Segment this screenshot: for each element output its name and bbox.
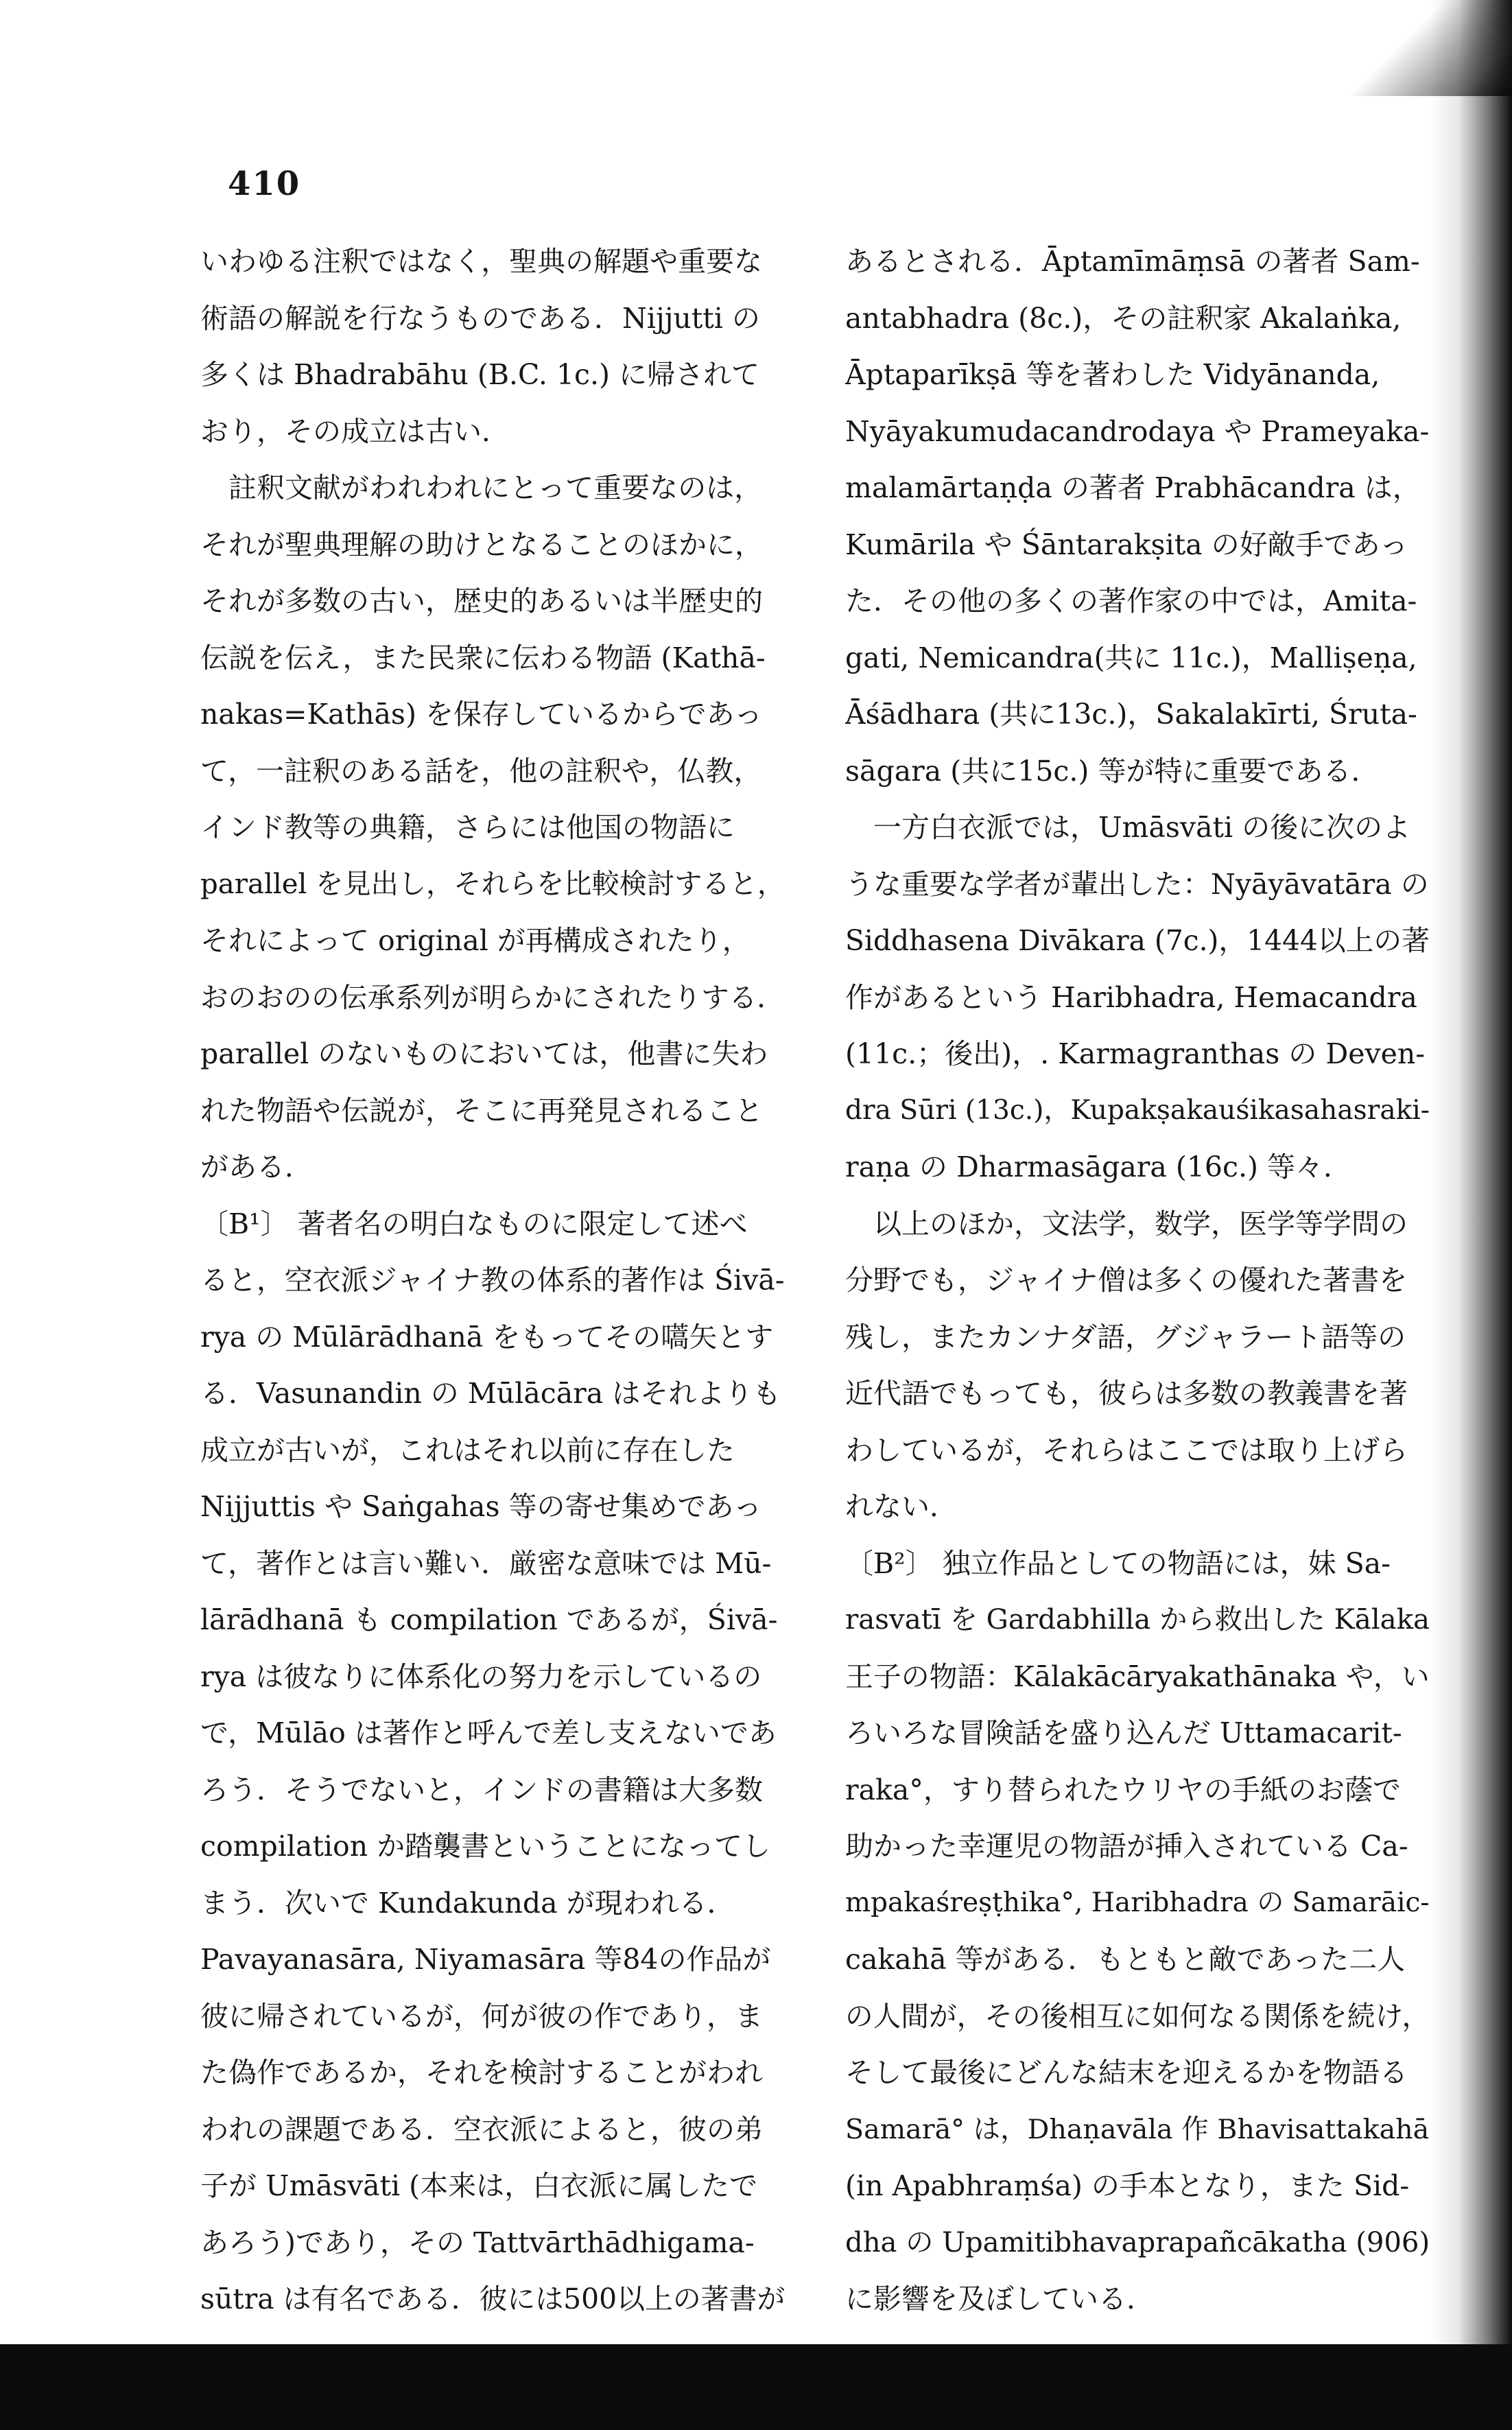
text-line: れない． — [845, 1490, 958, 1523]
text-line: 術語の解説を行なうものである．Nijjutti の — [200, 301, 760, 335]
text-line: 残し，またカンナダ語，グジャラート語等の — [845, 1320, 1406, 1354]
text-line: 助かった幸運児の物語が挿入されている Ca- — [845, 1830, 1408, 1863]
text-line: sāgara (共に15c.) 等が特に重要である． — [845, 754, 1380, 788]
text-line: ると，空衣派ジャイナ教の体系的著作は Śivā- — [200, 1264, 785, 1297]
text-line: gati, Nemicandra(共に 11c.)，Malliṣeṇa, — [845, 641, 1417, 674]
text-line: あるとされる．Āptamīmāṃsā の著者 Sam- — [845, 245, 1420, 278]
text-line: 彼に帰されているが，何が彼の作であり，ま — [200, 1999, 763, 2033]
text-line: の人間が，その後相互に如何なる関係を続け， — [845, 1999, 1430, 2033]
text-line: lārādhanā も compilation であるが，Śivā- — [200, 1603, 778, 1636]
text-line: Pavayanasāra, Niyamasāra 等84の作品が — [200, 1943, 771, 1976]
left-text-column — [200, 233, 785, 2328]
text-line: 一方白衣派では，Umāsvāti の後に次のよ — [845, 811, 1411, 844]
text-line: 多くは Bhadrabāhu (B.C. 1c.) に帰されて — [200, 358, 760, 391]
scanner-corner-shadow — [1334, 0, 1512, 96]
text-line: 伝説を伝え，また民衆に伝わる物語 (Kathā- — [200, 641, 766, 674]
text-line: で，Mūlāo は著作と呼んで差し支えないであ — [200, 1717, 777, 1749]
text-line: rya の Mūlārādhanā をもってその嚆矢とす — [200, 1320, 774, 1354]
text-line: ろう．そうでないと，インドの書籍は大多数 — [200, 1773, 763, 1806]
text-line: sūtra は有名である．彼には500以上の著書が — [200, 2282, 785, 2315]
text-line: nakas=Kathās) を保存しているからであっ — [200, 698, 763, 731]
text-line: malamārtaṇḍa の著者 Prabhācandra は， — [845, 471, 1421, 504]
text-line: rya は彼なりに体系化の努力を示しているの — [200, 1660, 762, 1693]
text-line: Āptaparīkṣā 等を著わした Vidyānanda, — [845, 358, 1380, 391]
text-line: Samarā° は，Dhaṇavāla 作 Bhavisattakahā — [845, 2113, 1430, 2145]
text-line: 王子の物語：Kālakācāryakathānaka や，い — [845, 1660, 1430, 1693]
text-line: われの課題である．空衣派によると，彼の弟 — [200, 2112, 763, 2146]
text-line: parallel を見出し，それらを比較検討すると， — [200, 868, 785, 900]
text-line: まう．次いで Kundakunda が現われる． — [200, 1886, 735, 1920]
text-line: rasvatī を Gardabhilla から救出した Kālaka — [845, 1603, 1430, 1636]
text-line: おのおのの伝承系列が明らかにされたりする． — [200, 980, 785, 1014]
text-line: 註釈文献がわれわれにとって重要なのは， — [200, 471, 763, 504]
text-line: それが多数の古い，歴史的あるいは半歴史的 — [200, 585, 763, 617]
text-line: antabhadra (8c.)，その註釈家 Akalaṅka, — [845, 301, 1402, 335]
page-number: 410 — [228, 165, 301, 203]
text-line: Nijjuttis や Saṅgahas 等の寄せ集めであっ — [200, 1490, 762, 1523]
text-line: cakahā 等がある．もともと敵であった二人 — [845, 1943, 1406, 1976]
text-line: 〔B¹〕 著者名の明白なものに限定して述べ — [200, 1207, 748, 1240]
text-line: 以上のほか，文法学，数学，医学等学問の — [845, 1207, 1408, 1240]
text-line: 作があるという Haribhadra, Hemacandra — [845, 980, 1417, 1014]
text-line: dra Sūri (13c.)，Kupakṣakauśikasahasraki- — [845, 1094, 1430, 1126]
text-line: dha の Upamitibhavaprapañcākatha (906) — [845, 2226, 1430, 2258]
text-line: Nyāyakumudacandrodaya や Prameyaka- — [845, 414, 1430, 448]
text-line: compilation か踏襲書ということになってし — [200, 1830, 771, 1863]
text-line: うな重要な学者が輩出した：Nyāyāvatāra の — [845, 867, 1429, 901]
text-line: それが聖典理解の助けとなることのほかに， — [200, 528, 763, 561]
text-line: raṇa の Dharmasāgara (16c.) 等々． — [845, 1151, 1352, 1183]
text-line: おり，その成立は古い． — [200, 414, 510, 448]
text-line: ろいろな冒険話を盛り込んだ Uttamacarit- — [845, 1717, 1402, 1749]
text-line: mpakaśreṣṭhika°, Haribhadra の Samarāic- — [845, 1887, 1430, 1918]
right-text-column — [845, 233, 1430, 2328]
text-line: がある． — [200, 1151, 313, 1183]
text-line: 成立が古いが，これはそれ以前に存在した — [200, 1433, 735, 1467]
text-line: れた物語や伝説が，そこに再発見されること — [200, 1094, 763, 1127]
text-line: Siddhasena Divākara (7c.)，1444以上の著 — [845, 924, 1430, 957]
text-line: parallel のないものにおいては，他書に失わ — [200, 1037, 768, 1070]
text-line: 子が Umāsvāti (本来は，白衣派に属したで — [200, 2169, 758, 2202]
text-line: いわゆる注釈ではなく，聖典の解題や重要な — [200, 245, 763, 278]
text-line: インド教等の典籍，さらには他国の物語に — [200, 811, 735, 844]
text-line: Kumārila や Śāntarakṣita の好敵手であっ — [845, 528, 1408, 561]
text-line: た偽作であるか，それを検討することがわれ — [200, 2056, 763, 2089]
scanner-bottom-border — [0, 2344, 1512, 2430]
text-line: て，著作とは言い難い．厳密な意味では Mū- — [200, 1546, 772, 1580]
text-line: に影響を及ぼしている． — [845, 2282, 1155, 2315]
text-line: Āśādhara (共に13c.)，Sakalakīrti, Śruta- — [845, 698, 1417, 731]
text-line: 分野でも，ジャイナ僧は多くの優れた著書を — [845, 1264, 1408, 1297]
text-line: raka°，すり替られたウリヤの手紙のお蔭で — [845, 1773, 1402, 1806]
text-line: そして最後にどんな結末を迎えるかを物語る — [845, 2056, 1408, 2089]
text-line: (in Apabhraṃśa) の手本となり，また Sid- — [845, 2169, 1410, 2202]
text-line: (11c.；後出)，. Karmagranthas の Deven- — [845, 1037, 1426, 1070]
scanner-edge-shadow — [1430, 0, 1512, 2430]
text-line: 近代語でもっても，彼らは多数の教義書を著 — [845, 1377, 1408, 1410]
text-line: て，一註釈のある話を，他の註釈や，仏教， — [200, 754, 762, 788]
text-line: る．Vasunandin の Mūlācāra はそれよりも — [200, 1377, 781, 1410]
text-line: 〔B²〕 独立作品としての物語には，妹 Sa- — [845, 1546, 1391, 1580]
text-line: わしているが，それらはここでは取り上げら — [845, 1433, 1408, 1467]
text-line: それによって original が再構成されたり， — [200, 924, 751, 957]
text-line: あろう)であり，その Tattvārthādhigama- — [200, 2226, 755, 2259]
text-line: た．その他の多くの著作家の中では，Amita- — [845, 585, 1417, 617]
